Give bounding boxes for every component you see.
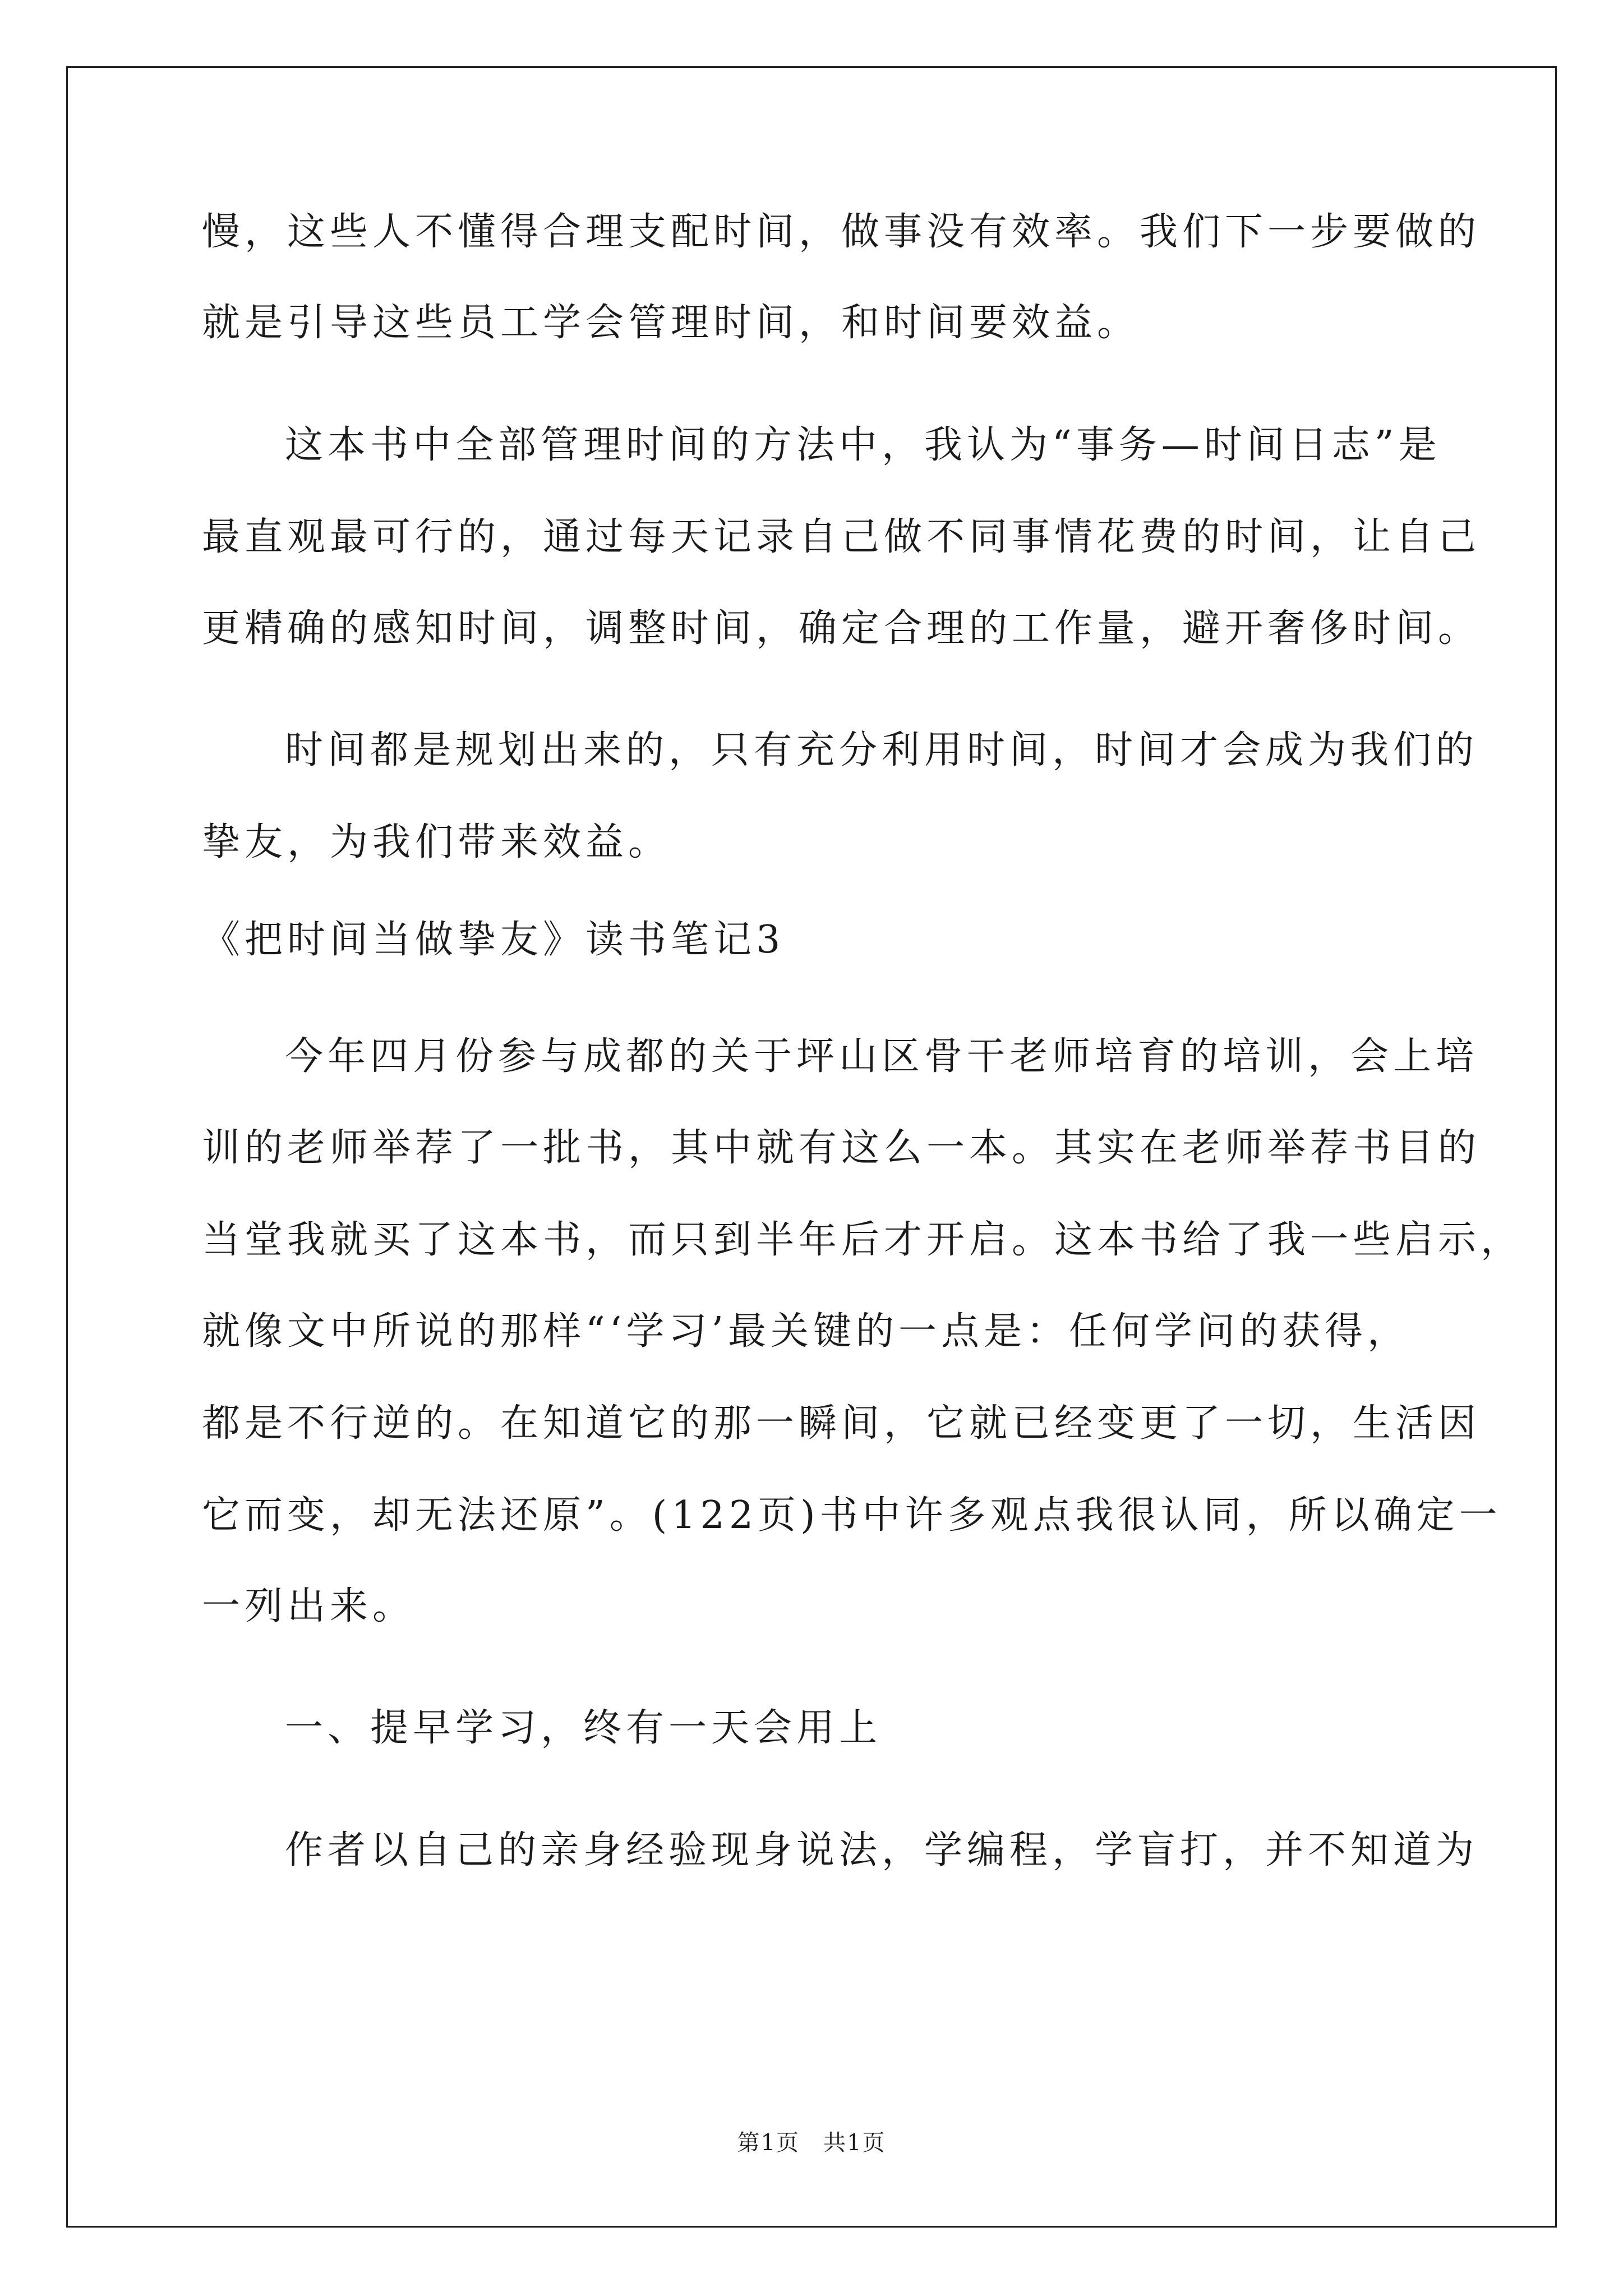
text-line: 训的老师举荐了一批书，其中就有这么一本。其实在老师举荐书目的 [202,1126,1481,1170]
text-line: 它而变，却无法还原”。(122页)书中许多观点我很认同，所以确定一 [202,1493,1502,1538]
page-number-footer: 第1页 共1页 [737,2130,886,2156]
text-line: 就像文中所说的那样“‘学习’最关键的一点是：任何学问的获得， [202,1309,1410,1354]
text-line: 更精确的感知时间，调整时间，确定合理的工作量，避开奢侈时间。 [202,606,1481,651]
text-line: 就是引导这些员工学会管理时间，和时间要效益。 [202,301,1140,345]
paragraph-start-line: 今年四月份参与成都的关于坪山区骨干老师培育的培训，会上培 [285,1034,1479,1079]
text-line: 当堂我就买了这本书，而只到半年后才开启。这本书给了我一些启示， [202,1218,1524,1262]
text-line: 慢，这些人不懂得合理支配时间，做事没有效率。我们下一步要做的 [202,210,1481,254]
text-line: 挚友，为我们带来效益。 [202,820,671,864]
paragraph-start-line: 这本书中全部管理时间的方法中，我认为“事务—时间日志”是 [285,423,1441,467]
paragraph-start-line: 时间都是规划出来的，只有充分利用时间，时间才会成为我们的 [285,728,1479,772]
subheading-line: 一、提早学习，终有一天会用上 [285,1706,882,1750]
text-line: 都是不行逆的。在知道它的那一瞬间，它就已经变更了一切，生活因 [202,1401,1481,1446]
paragraph-start-line: 作者以自己的亲身经验现身说法，学编程，学盲打，并不知道为 [285,1828,1479,1872]
section-heading: 《把时间当做挚友》读书笔记3 [202,918,785,962]
text-line: 一列出来。 [202,1584,416,1628]
text-line: 最直观最可行的，通过每天记录自己做不同事情花费的时间，让自己 [202,515,1481,559]
